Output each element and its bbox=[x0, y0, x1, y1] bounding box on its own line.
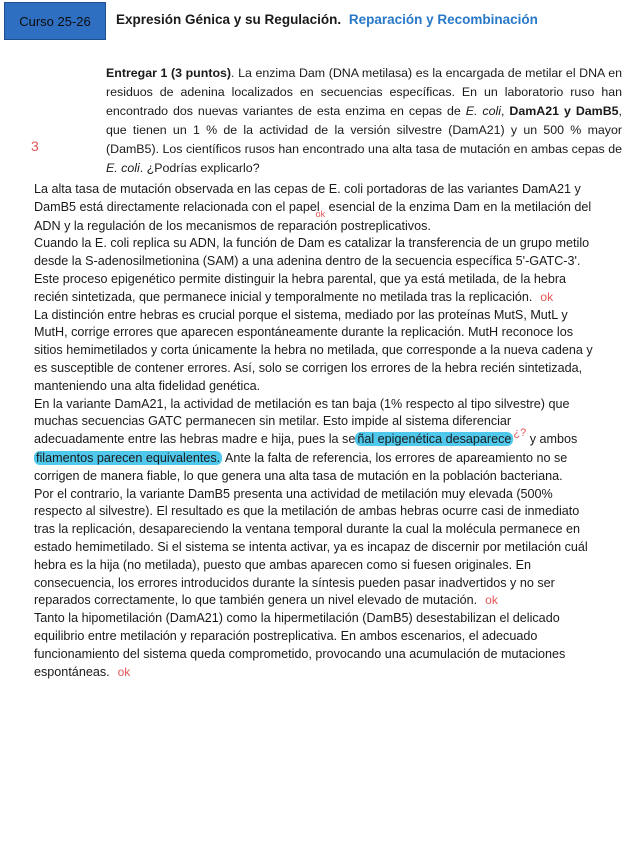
grade-mark: 3 bbox=[31, 138, 39, 154]
answer-paragraph-4 bbox=[34, 396, 600, 486]
header-title: Expresión Génica y su Regulación. bbox=[116, 12, 342, 27]
task-variants: DamA21 y DamB5 bbox=[509, 104, 619, 118]
p1-text-a: La alta tasa de mutación observada en las cepas de E. coli portadoras de las variantes DamA21 y DamB5 está directamente relacionada con el papel bbox=[34, 182, 581, 214]
p6-text: Tanto la hipometilación (DamA21) como la hipermetilación (DamB5) desestabilizan el delicado equilibrio entre metilación y reparación postreplicativa. En ambos escenarios, el adecuado funcionamiento del sistema queda comprometido, provocando una acumulación de mutaciones espontáneas. bbox=[34, 611, 566, 679]
ok-annotation: ok bbox=[540, 289, 554, 304]
p5-text: Por el contrario, la variante DamB5 presenta una actividad de metilación muy elevada (500% respecto al silvestre). El resultado es que la metilación de ambas hebras ocurre casi de inmediato tras la replicación, desapareciendo la ventana temporal durante la cual la molécula permanece en estado hemimetilado. Si el sistema se intenta activar, ya es incapaz de discernir por metilación cuál hebra es la hija (no metilada), puesto que ambas aparecen como si fuesen originales. En consecuencia, los errores introducidos durante la síntesis pueden pasar inadvertidos y no ser reparados correctamente, lo que también genera un nivel elevado de mutación. bbox=[34, 486, 588, 608]
p4-text-c: Ante la falta de referencia, los errores de apareamiento no se corrigen de manera fiable, lo que genera una alta tasa de mutación en la población bacteriana. bbox=[34, 450, 568, 483]
answer-paragraph-3: La distinción entre hebras es crucial porque el sistema, mediado por las proteínas MutS, MutL y MutH, corrige errores que aparecen espontáneamente durante la replicación. MutH reconoce los sitios hemimetilados y corta únicamente la hebra no metilada, que corresponde a la nueva cadena y es susceptible de contener errores. Así, solo se corrigen los errores de la hebra recién sintetizada, manteniendo una alta fidelidad genética. bbox=[34, 307, 593, 393]
task-text-2: , bbox=[501, 104, 510, 118]
answer-paragraph-2 bbox=[34, 235, 600, 306]
task-text-1: . La enzima Dam (DNA metilasa) es la encargada de metilar el DNA en residuos de adenina localizados en secuencias específicas. En un laboratorio ruso han encontrado dos nuevas variantes de esta enzima en cepas de bbox=[106, 66, 623, 118]
highlight-2: filamentos parecen equivalentes. bbox=[36, 450, 221, 465]
task-lead: Entregar 1 (3 puntos) bbox=[106, 66, 232, 80]
answer-body bbox=[34, 181, 600, 681]
course-badge: Curso 25-26 bbox=[4, 2, 106, 40]
page-header bbox=[116, 12, 538, 27]
task-statement bbox=[106, 64, 622, 178]
ecoli-italic: E. coli bbox=[465, 104, 501, 118]
answer-paragraph-5 bbox=[34, 486, 600, 611]
answer-paragraph-6 bbox=[34, 610, 600, 681]
task-text-3: , que tienen un 1 % de la actividad de la versión silvestre (DamA21) y un 500 % mayor (DamB5). Los científicos rusos han encontrado una alta tasa de mutación en ambas cepas de bbox=[106, 104, 622, 156]
ecoli-italic-2: E. coli bbox=[106, 161, 140, 175]
ok-annotation-small: ok bbox=[315, 208, 326, 219]
highlight-1: ñal epigenética desaparece bbox=[357, 432, 512, 447]
task-text-4: . ¿Podrías explicarlo? bbox=[139, 161, 260, 175]
p2-text: Cuando la E. coli replica su ADN, la función de Dam es catalizar la transferencia de un grupo metilo desde la S-adenosilmetionina (SAM) a una adenina dentro de la secuencia específica 5'-GATC-3'. Este proceso epigenético permite distinguir la hebra parental, que ya está metilada, de la hebra recién sintetizada, que permanece inicial y temporalmente no metilada tras la replicación. bbox=[34, 236, 590, 304]
question-annotation: ¿? bbox=[513, 427, 527, 440]
answer-paragraph-1 bbox=[34, 181, 600, 235]
p1-text-b: esencial de la enzima Dam en la metilación del ADN y la regulación de los mecanismos de reparación postreplicativos. bbox=[34, 199, 592, 233]
p4-text-a: En la variante DamA21, la actividad de metilación es tan baja (1% respecto al tipo silvestre) que muchas secuencias GATC permanecen sin metilar. Esto impide al sistema diferenciar adecuadamente entre las hebras madre e hija, pues la se bbox=[34, 396, 570, 447]
header-subtitle: Reparación y Recombinación bbox=[348, 12, 538, 27]
p4-text-b: y ambos bbox=[526, 432, 578, 447]
ok-annotation: ok bbox=[485, 593, 498, 608]
ok-annotation: ok bbox=[117, 664, 131, 679]
